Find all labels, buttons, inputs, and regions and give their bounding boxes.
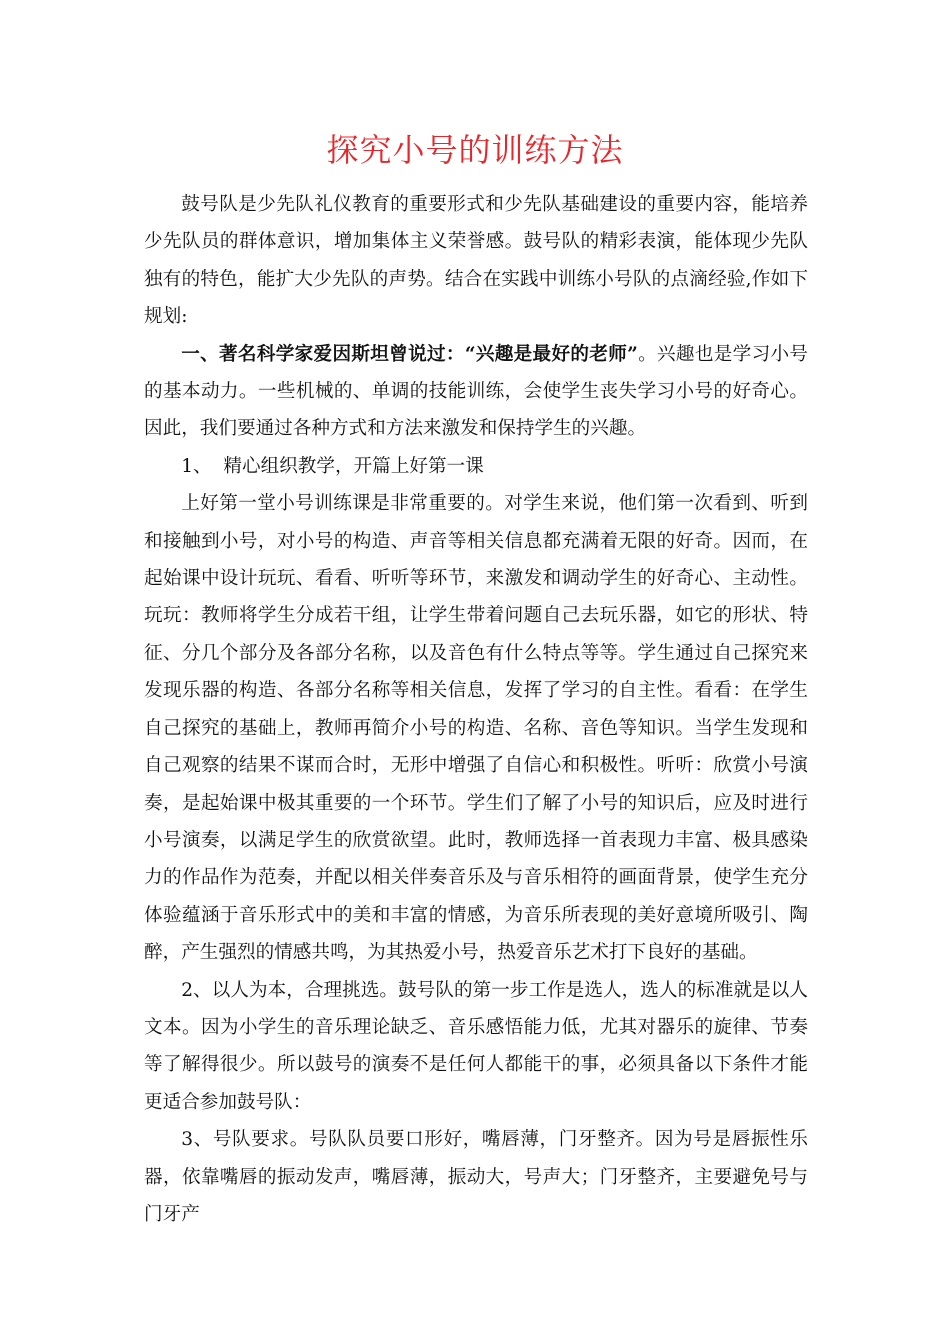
item-1-heading-text: 1、 精心组织教学，开篇上好第一课	[181, 455, 484, 477]
paragraph-item-2	[144, 972, 808, 1122]
paragraph-intro-text: 鼓号队是少先队礼仪教育的重要形式和少先队基础建设的重要内容，能培养少先队员的群体意识，增加集体主义荣誉感。鼓号队的精彩表演，能体现少先队独有的特色，能扩大少先队的声势。结合在实践中训练小号队的点滴经验,作如下规划:	[144, 194, 808, 328]
item-2-text: 2、以人为本，合理挑选。鼓号队的第一步工作是选人，选人的标准就是以人文本。因为小学生的音乐理论缺乏、音乐感悟能力低，尤其对器乐的旋律、节奏等了解得很少。所以鼓号的演奏不是任何人都能干的事，必须具备以下条件才能更适合参加鼓号队：	[144, 979, 808, 1113]
paragraph-item-3	[144, 1121, 808, 1233]
paragraph-intro	[144, 186, 808, 336]
page-title: 探究小号的训练方法	[326, 131, 624, 169]
document-body	[144, 186, 808, 1233]
section-one-heading: 一、著名科学家爱因斯坦曾说过：“兴趣是最好的老师”	[181, 343, 638, 365]
paragraph-first-lesson	[144, 485, 808, 971]
first-lesson-text: 上好第一堂小号训练课是非常重要的。对学生来说，他们第一次看到、听到和接触到小号，对小号的构造、声音等相关信息都充满着无限的好奇。因而，在起始课中设计玩玩、看看、听听等环节，来激发和调动学生的好奇心、主动性。玩玩：教师将学生分成若干组，让学生带着问题自己去玩乐器，如它的形状、特征、分几个部分及各部分名称，以及音色有什么特点等等。学生通过自己探究来发现乐器的构造、各部分名称等相关信息，发挥了学习的自主性。看看：在学生自己探究的基础上，教师再简介小号的构造、名称、音色等知识。当学生发现和自己观察的结果不谋而合时，无形中增强了自信心和积极性。听听：欣赏小号演奏，是起始课中极其重要的一个环节。学生们了解了小号的知识后，应及时进行小号演奏，以满足学生的欣赏欲望。此时，教师选择一首表现力丰富、极具感染力的作品作为范奏，并配以相关伴奏音乐及与音乐相符的画面背景，使学生充分体验蕴涵于音乐形式中的美和丰富的情感，为音乐所表现的美好意境所吸引、陶醉，产生强烈的情感共鸣，为其热爱小号，热爱音乐艺术打下良好的基础。	[144, 493, 808, 964]
paragraph-section-one	[144, 336, 808, 448]
item-3-text: 3、号队要求。号队队员要口形好，嘴唇薄，门牙整齐。因为号是唇振性乐器，依靠嘴唇的振动发声，嘴唇薄，振动大，号声大；门牙整齐，主要避免号与门牙产	[144, 1129, 808, 1225]
section-one-text: 。兴趣也是学习小号的基本动力。一些机械的、单调的技能训练，会使学生丧失学习小号的好奇心。因此，我们要通过各种方式和方法来激发和保持学生的兴趣。	[144, 343, 808, 440]
paragraph-item-1-heading	[144, 448, 808, 485]
